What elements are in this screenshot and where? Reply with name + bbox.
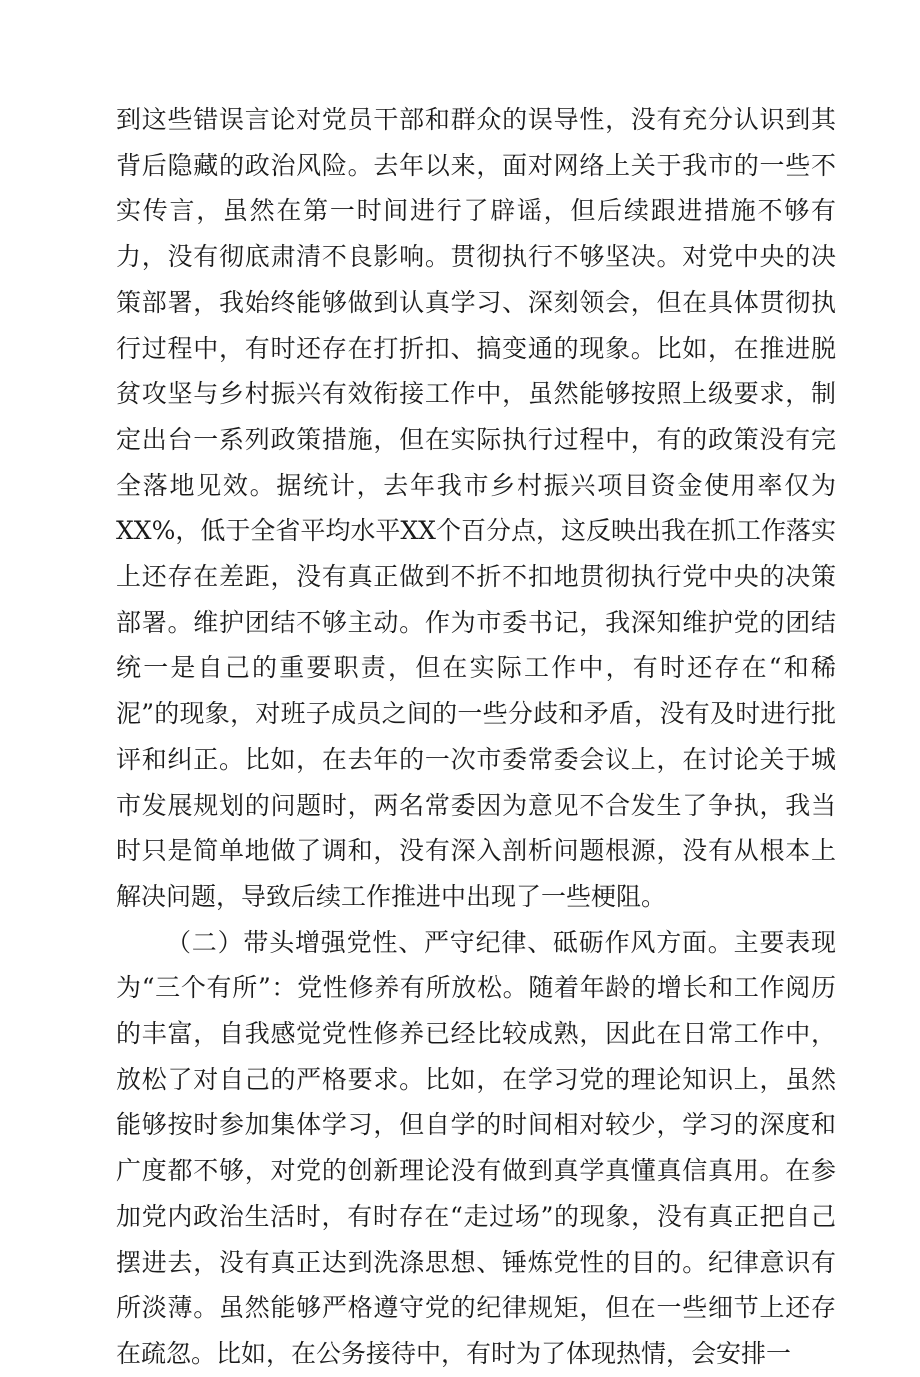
paragraph-1: 到这些错误言论对党员干部和群众的误导性，没有充分认识到其背后隐藏的政治风险。去年以来，面对网络上关于我市的一些不实传言，虽然在第一时间进行了辟谣，但后续跟进措施不够有力，没有彻底肃清不良影响。贯彻执行不够坚决。对党中央的决策部署，我始终能够做到认真学习、深刻领会，但在具体贯彻执行过程中，有时还存在打折扣、搞变通的现象。比如，在推进脱贫攻坚与乡村振兴有效衔接工作中，虽然能够按照上级要求，制定出台一系列政策措施，但在实际执行过程中，有的政策没有完全落地见效。据统计，去年我市乡村振兴项目资金使用率仅为XX%，低于全省平均水平XX个百分点，这反映出我在抓工作落实上还存在差距，没有真正做到不折不扣地贯彻执行党中央的决策部署。维护团结不够主动。作为市委书记，我深知维护党的团结统一是自己的重要职责，但在实际工作中，有时还存在“和稀泥”的现象，对班子成员之间的一些分歧和矛盾，没有及时进行批评和纠正。比如，在去年的一次市委常委会议上，在讨论关于城市发展规划的问题时，两名常委因为意见不合发生了争执，我当时只是简单地做了调和，没有深入剖析问题根源，没有从根本上解决问题，导致后续工作推进中出现了一些梗阻。 xyxy=(116,105,836,911)
paragraph-2: （二）带头增强党性、严守纪律、砥砺作风方面。主要表现为“三个有所”：党性修养有所放松。随着年龄的增长和工作阅历的丰富，自我感觉党性修养已经比较成熟，因此在日常工作中，放松了对自己的严格要求。比如，在学习党的理论知识上，虽然能够按时参加集体学习，但自学的时间相对较少，学习的深度和广度都不够，对党的创新理论没有做到真学真懂真信真用。在参加党内政治生活时，有时存在“走过场”的现象，没有真正把自己摆进去，没有真正达到洗涤思想、锤炼党性的目的。纪律意识有所淡薄。虽然能够严格遵守党的纪律规矩，但在一些细节上还存在疏忽。比如，在公务接待中，有时为了体现热情，会安排一 xyxy=(116,927,836,1368)
document-body xyxy=(116,97,836,1377)
